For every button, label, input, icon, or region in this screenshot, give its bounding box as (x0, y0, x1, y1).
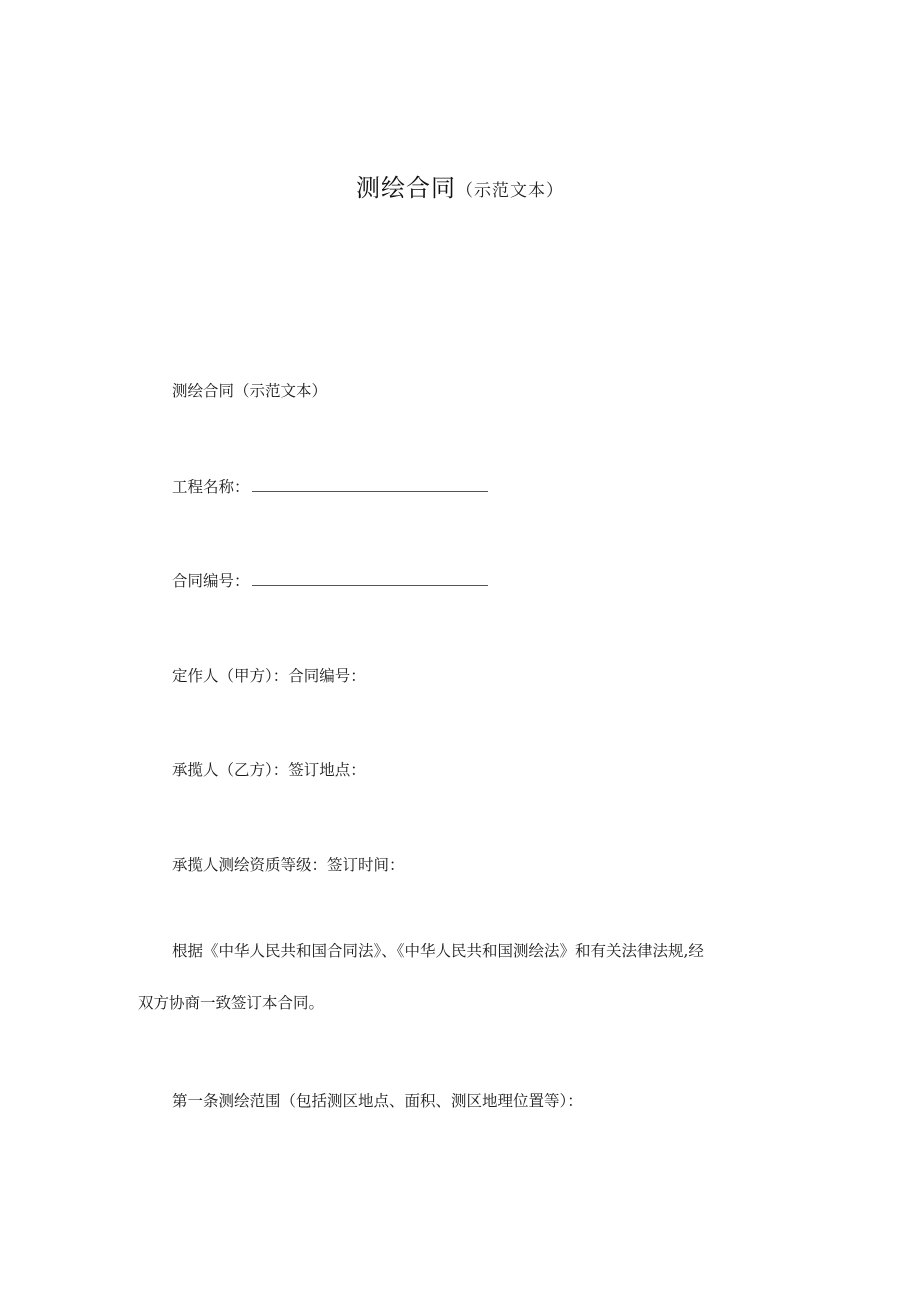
preamble-line-1: 根据《中华人民共和国合同法》、《中华人民共和国测绘法》和有关法律法规,经 (172, 942, 704, 960)
project-name-field (172, 477, 488, 497)
contract-number-field (172, 571, 488, 591)
project-name-blank[interactable] (252, 477, 488, 492)
contract-number-blank[interactable] (252, 571, 488, 586)
document-title (0, 168, 920, 203)
document-name-line: 测绘合同（示范文本） (172, 382, 328, 400)
project-name-label: 工程名称： (172, 478, 250, 496)
article-1-heading: 第一条测绘范围（包括测区地点、面积、测区地理位置等）： (172, 1092, 583, 1110)
party-a-line: 定作人（甲方）：合同编号： (172, 667, 366, 685)
party-b-line: 承揽人（乙方）：签订地点： (172, 761, 366, 779)
contract-number-label: 合同编号： (172, 572, 250, 590)
title-subtitle: （示范文本） (456, 181, 564, 201)
title-main: 测绘合同 (356, 174, 456, 202)
qualification-line: 承揽人测绘资质等级：签订时间： (172, 856, 405, 874)
preamble-line-2: 双方协商一致签订本合同。 (138, 994, 325, 1012)
